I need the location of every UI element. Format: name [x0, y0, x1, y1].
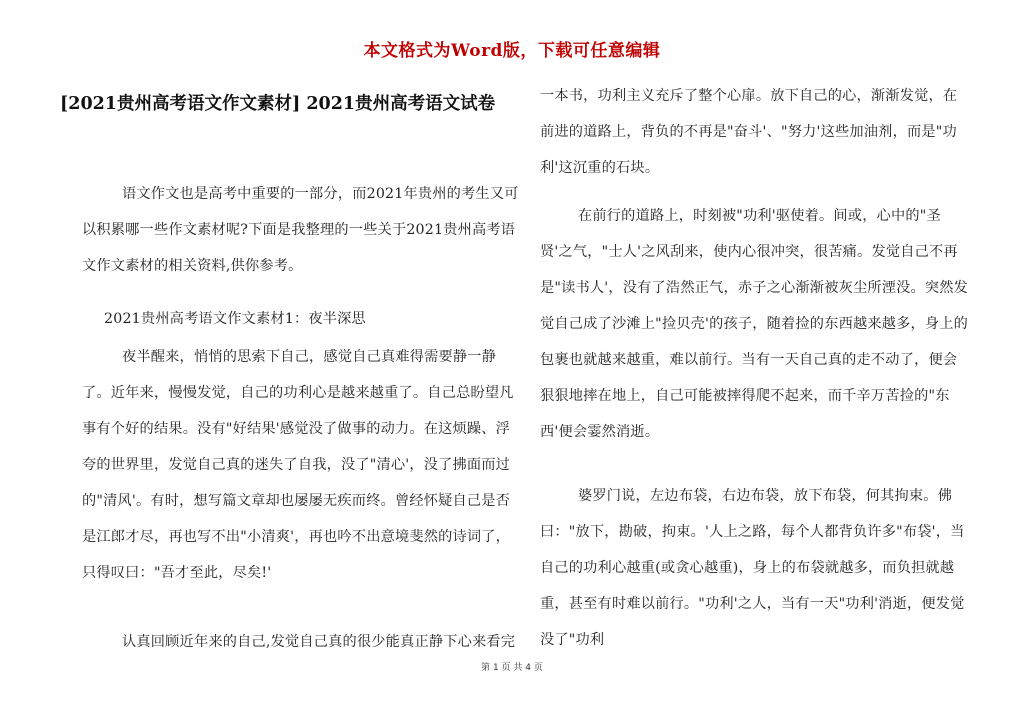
- intro-paragraph: 语文作文也是高考中重要的一部分，而2021年贵州的考生又可以积累哪一些作文素材呢?下面是我整理的一些关于2021贵州高考语文作文素材的相关资料,供你参考。: [82, 186, 519, 274]
- body-paragraph-3: 在前行的道路上，时刻被"功利'驱使着。间或，心中的"圣贤'之气，"士人'之风刮来，使内心很冲突，很苦痛。发觉自己不再是"读书人'，没有了浩然正气，赤子之心渐渐被灰尘所湮没。突然发觉自己成了沙滩上"捡贝壳'的孩子，随着捡的东西越来越多，身上的包裹也就越来越重，难以前行。当有一天自己真的走不动了，便会狠狠地摔在地上，自己可能被摔得爬不起来，而千辛万苦捡的"东西'便会霎然消逝。: [540, 208, 969, 440]
- document-title: [2021贵州高考语文作文素材] 2021贵州高考语文试卷: [60, 94, 496, 114]
- body-paragraph-4: 婆罗门说，左边布袋，右边布袋，放下布袋，何其拘束。佛曰："放下，勘破，拘束。'人上之路，每个人都背负许多"布袋'，当自己的功利心越重(或贪心越重)，身上的布袋就越多，而负担就越重，甚至有时难以前行。"功利'之人，当有一天"功利'消逝，便发觉没了"功利: [540, 488, 965, 648]
- page-footer: 第 1 页 共 4 页: [481, 663, 543, 673]
- section-subheading: 2021贵州高考语文作文素材1：夜半深思: [104, 311, 366, 327]
- body-paragraph-2-start: 认真回顾近年来的自己,发觉自己真的很少能真正静下心来看完: [122, 634, 516, 650]
- body-paragraph-1: 夜半醒来，悄悄的思索下自己，感觉自己真难得需要静一静了。近年来，慢慢发觉，自己的功利心是越来越重了。自己总盼望凡事有个好的结果。没有"好结果'感觉没了做事的动力。在这烦躁、浮夸的世界里，发觉自己真的迷失了自我，没了"清心'，没了拂面而过的"清风'。有时，想写篇文章却也屡屡无疾而终。曾经怀疑自己是否是江郎才尽，再也写不出"小清爽'，再也吟不出意境斐然的诗词了，只得叹曰："吾才至此，尽矣!': [82, 349, 514, 581]
- format-banner: 本文格式为Word版，下载可任意编辑: [363, 41, 661, 61]
- body-paragraph-2-continuation: 一本书，功利主义充斥了整个心扉。放下自己的心，渐渐发觉，在前进的道路上，背负的不再是"奋斗'、"努力'这些加油剂，而是"功利'这沉重的石块。: [540, 88, 958, 176]
